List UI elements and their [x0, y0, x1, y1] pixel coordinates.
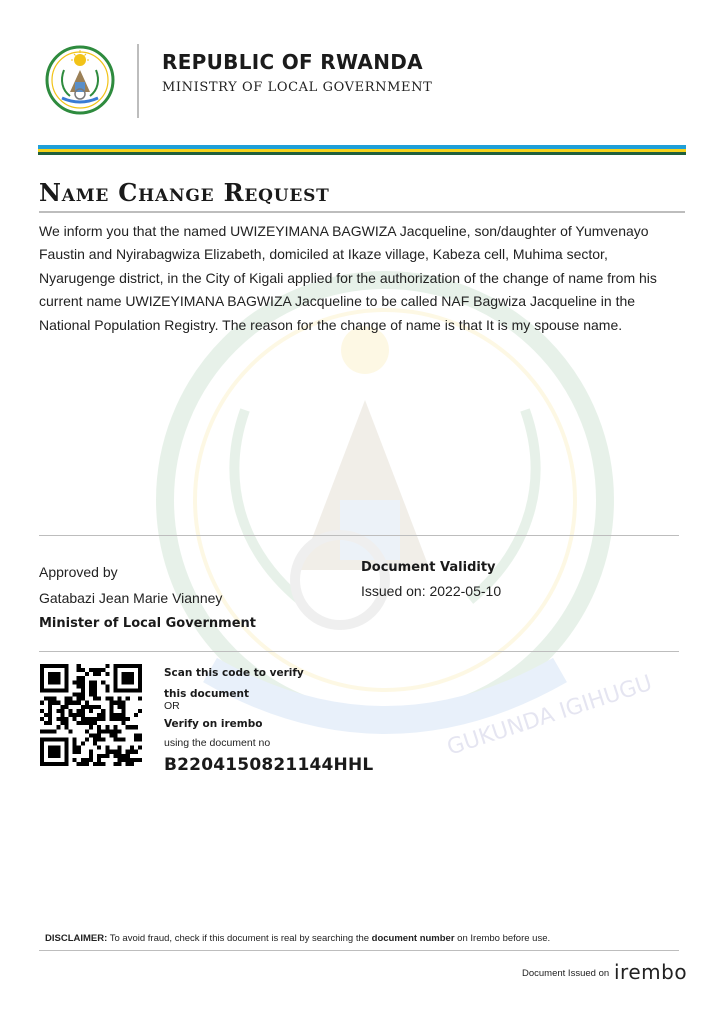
issued-on-date: Issued on: 2022-05-10: [361, 583, 502, 599]
document-body: We inform you that the named UWIZEYIMANA BAGWIZA Jacqueline, son/daughter of Yumvenayo Faustin and Nyirabagwiza Elizabeth, domiciled at Ikaze village, Kabeza cell, Muhima sector, Nyarugenge district, in the City of Kigali applied for the authorization of the change of name from his current name UWIZEYIMANA BAGWIZA Jacqueline to be called NAF Bagwiza Jacqueline in the National Population Registry. The reason for the change of name is that It is my spouse name.: [39, 223, 657, 333]
title-divider: [39, 211, 685, 213]
country-name: REPUBLIC OF RWANDA: [162, 50, 423, 74]
qr-code-icon[interactable]: [40, 664, 142, 766]
disclaimer-label: DISCLAIMER:: [45, 933, 108, 944]
disclaimer-emphasis: document number: [371, 933, 455, 944]
issued-by-label: Document Issued on: [522, 968, 610, 979]
or-separator: OR: [164, 700, 180, 712]
header-divider: [137, 44, 139, 118]
disclaimer-text: To avoid fraud, check if this document is real by searching the: [107, 933, 372, 944]
section-divider: [39, 535, 679, 536]
footer-divider: [39, 950, 679, 951]
disclaimer: [45, 933, 550, 944]
verify-on-irembo: Verify on irembo: [164, 718, 263, 730]
document-number: B2204150821144HHL: [164, 755, 374, 775]
scan-instructions: Scan this code to verify this document: [164, 667, 304, 700]
flag-stripe-green: [38, 152, 686, 155]
irembo-logo[interactable]: irembo: [614, 960, 688, 984]
section-divider: [39, 651, 679, 652]
watermark-motto: GUKUNDA IGIHUGU: [444, 670, 656, 761]
using-document-no-label: using the document no: [164, 737, 271, 749]
coat-of-arms-icon: [44, 42, 116, 118]
disclaimer-text-end: on Irembo before use.: [454, 933, 551, 944]
flag-stripes: [38, 145, 686, 159]
approver-role: Minister of Local Government: [39, 616, 256, 631]
document-title: Name Change Request: [39, 178, 330, 207]
ministry-name: MINISTRY OF LOCAL GOVERNMENT: [162, 80, 433, 95]
approver-name: Gatabazi Jean Marie Vianney: [39, 590, 223, 606]
validity-title: Document Validity: [361, 560, 496, 575]
approved-by-label: Approved by: [39, 564, 118, 580]
